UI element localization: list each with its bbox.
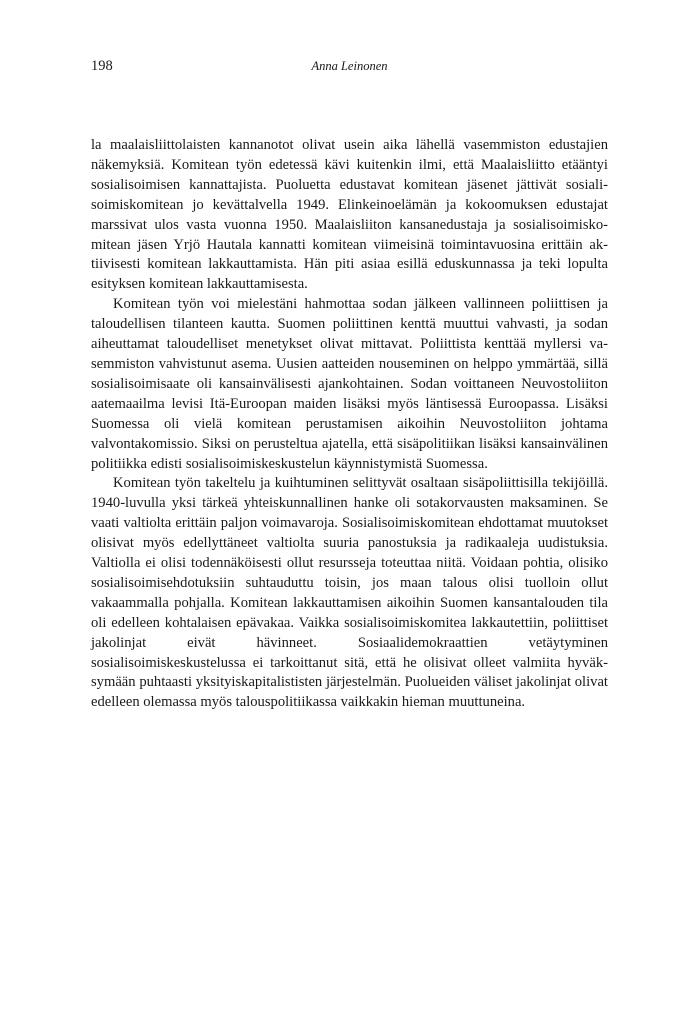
body-text [91,136,608,713]
running-head-author: Anna Leinonen [311,59,388,73]
page-number: 198 [91,58,113,74]
paragraph: la maalaisliittolaisten kannanotot olivat usein aika lähellä vasemmiston edustajien näkemyksiä. Komitean työn edetessä kävi kuitenkin ilmi, että Maalaisliitto etääntyi sosialisoimisen kannattajista. Puoluetta edustavat komitean jäsenet jättivät sosialisoimiskomitean jo kevättalvella 1949. Elinkeinoelämän ja kokoomuksen edustajat marssivat ulos vasta vuonna 1950. Maalaisliiton kansanedustaja ja sosialisoimiskomitean jäsen Yrjö Hautala kannatti komitean viimeisinä toimintavuosina erittäin aktiivisesti komitean lakkauttamista. Hän piti asiaa esillä eduskunnassa ja teki lopulta esityksen komitean lakkauttamisesta. [91,137,608,293]
paragraph: Komitean työn voi mielestäni hahmottaa sodan jälkeen vallinneen poliittisen ja taloudellisen tilanteen kautta. Suomen poliittinen kenttä muuttui vahvasti, ja sodan aiheuttamat taloudelliset menetykset olivat mittavat. Poliittista kenttää myllersi vasemmiston vahvistunut asema. Uusien aatteiden nouseminen on helppo ymmärtää, sillä sosialisoimisaate oli kansainvälisesti ajankohtainen. Sodan voittaneen Neuvostoliiton aatemaailma levisi Itä-Euroopan maiden lisäksi myös läntisessä Euroopassa. Lisäksi Suomessa oli vielä komitean perustamisen aikoihin Neuvostoliiton johtama valvontakomissio. Siksi on perusteltua ajatella, että sisäpolitiikan lisäksi kansainvälinen politiikka edisti sosialisoimiskeskustelun käynnistymistä Suomessa. [91,296,608,472]
paragraph: Komitean työn takeltelu ja kuihtuminen selittyvät osaltaan sisäpoliittisilla tekijöillä. 1940-luvulla yksi tärkeä yhteiskunnallinen hanke oli sotakorvausten maksaminen. Se vaati valtiolta erittäin paljon voimavaroja. Sosialisoimiskomitean ehdottamat muutokset olisivat myös edellyttäneet valtiolta suuria panostuksia ja radikaaleja uudistuksia. Valtiolla ei olisi todennäköisesti ollut resursseja toteuttaa niitä. Voidaan pohtia, olisiko sosialisoimisehdotuksiin suhtauduttu toisin, jos maan talous olisi tuolloin ollut vakaammalla pohjalla. Komitean lakkauttamisen aikoihin Suomen kansantalouden tila oli edelleen kohtalaisen epävakaa. Vaikka sosialisoimiskomitea lakkautettiin, poliittiset jakolinjat eivät hävinneet. Sosiaalidemokraattien vetäytyminen sosialisoimiskeskustelussa ei tarkoittanut sitä, että he olisivat olleet valmiita hyväksymään puhtaasti yksityiskapitalististen järjestelmän. Puolueiden väliset jakolinjat olivat edelleen olemassa myös talouspolitiikassa vaikkakin hieman muuttuneina. [91,475,608,711]
page-header [91,56,608,76]
